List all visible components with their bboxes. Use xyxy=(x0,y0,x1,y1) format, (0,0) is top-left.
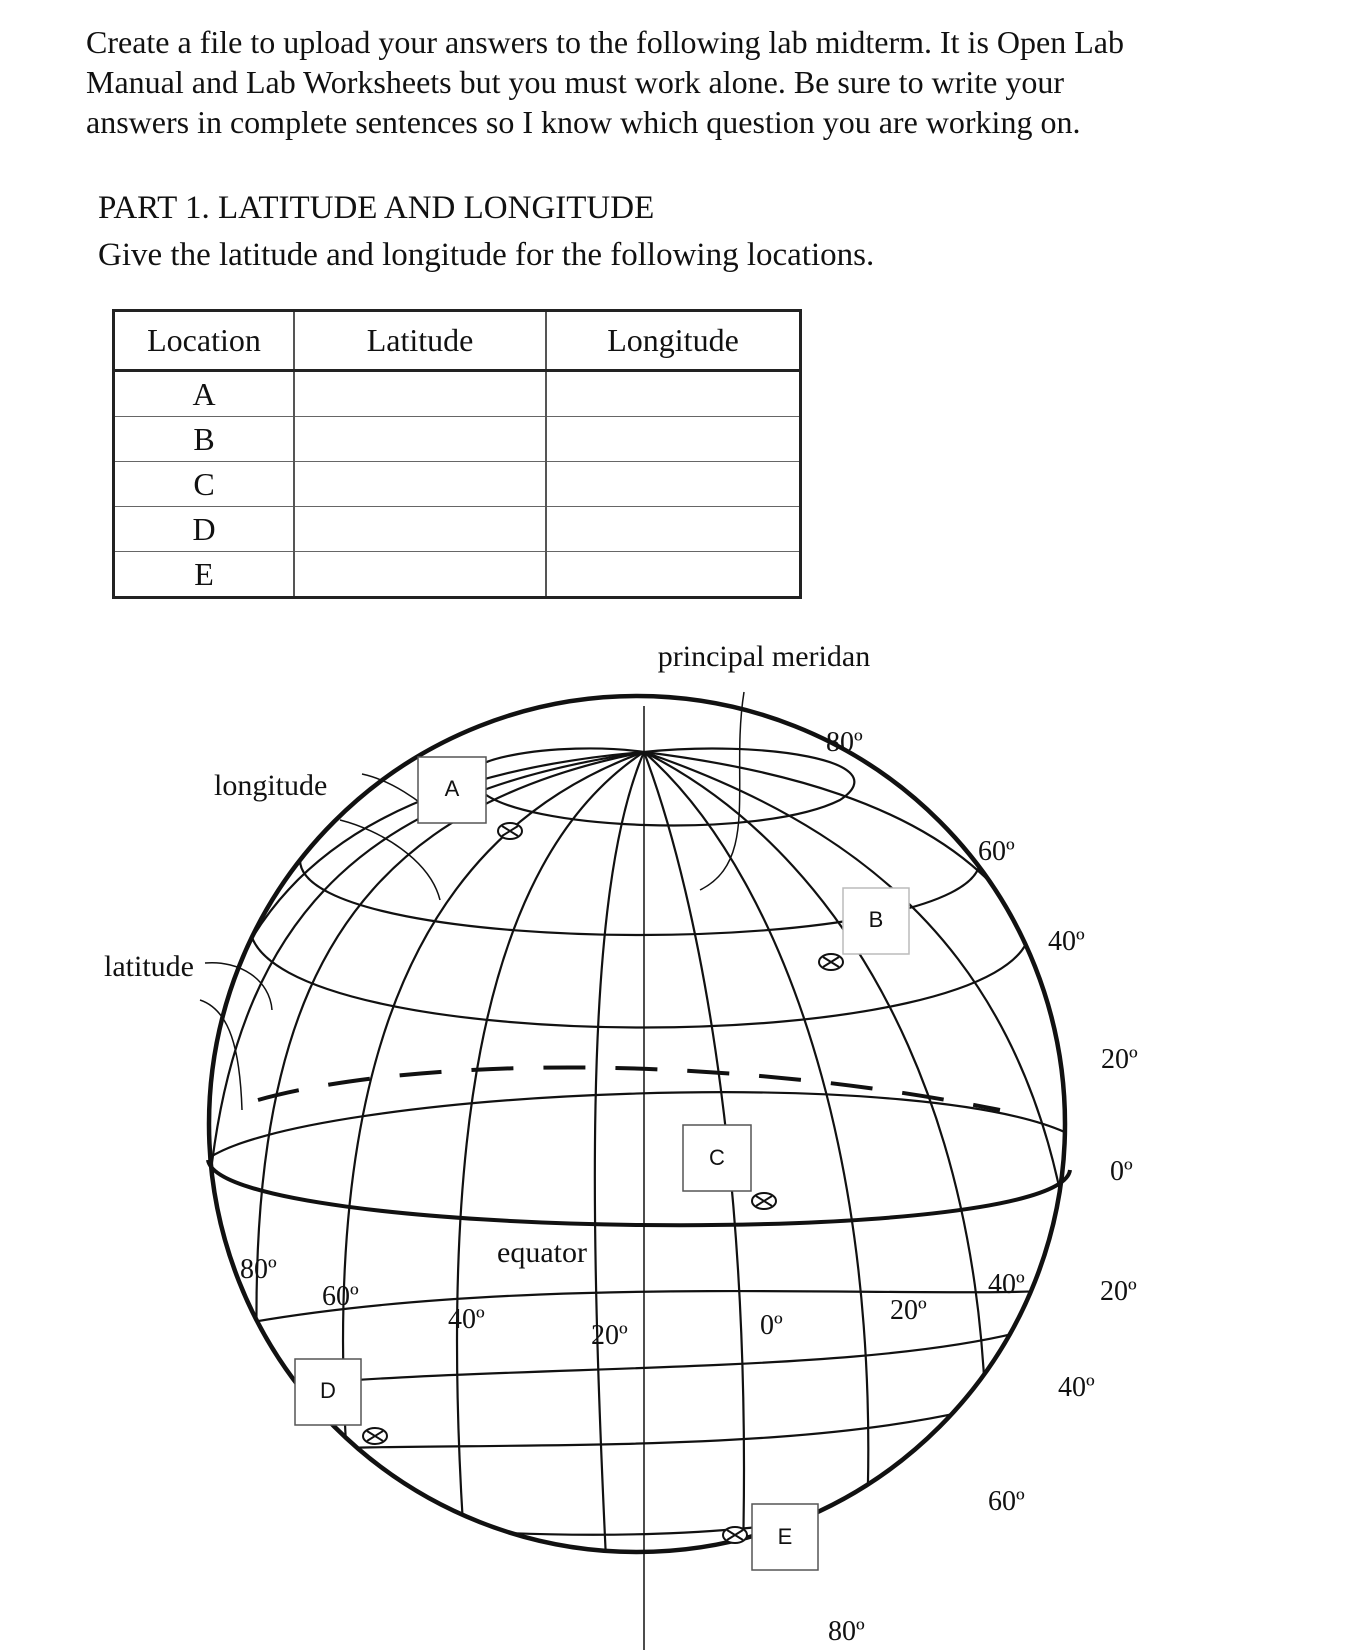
principal-meridian-label: principal meridan xyxy=(657,640,871,673)
marker-a-label: A xyxy=(444,776,460,801)
marker-c xyxy=(683,1125,776,1209)
degree-label: 80º xyxy=(240,1254,277,1285)
instructions-paragraph xyxy=(86,22,1286,142)
latitude-cell[interactable] xyxy=(294,417,546,462)
longitude-cell[interactable] xyxy=(546,507,801,552)
header-location: Location xyxy=(114,311,295,371)
marker-b xyxy=(819,888,909,970)
equator-label: equator xyxy=(497,1236,587,1269)
location-cell: B xyxy=(114,417,295,462)
degree-label: 40º xyxy=(448,1304,485,1335)
latitude-cell[interactable] xyxy=(294,371,546,417)
degree-label: 20º xyxy=(1101,1044,1138,1075)
globe-grid xyxy=(206,752,1080,1640)
meridian-line xyxy=(644,752,744,1640)
marker-e xyxy=(723,1504,818,1570)
latitude-cell[interactable] xyxy=(294,462,546,507)
principal-meridian-pointer xyxy=(700,692,744,890)
latitude-cell[interactable] xyxy=(294,507,546,552)
meridian-line xyxy=(644,752,868,1620)
location-cell: D xyxy=(114,507,295,552)
degree-label: 20º xyxy=(890,1295,927,1326)
degree-label: 20º xyxy=(1100,1276,1137,1307)
parallel-line xyxy=(240,1320,1060,1390)
degree-label: 40º xyxy=(1058,1372,1095,1403)
table-row xyxy=(114,552,801,598)
degree-label: 80º xyxy=(826,727,863,758)
longitude-label: longitude xyxy=(214,769,328,802)
meridian-line xyxy=(457,752,644,1620)
degree-label: 20º xyxy=(591,1320,628,1351)
degree-label: 60º xyxy=(322,1281,359,1312)
degree-label: 40º xyxy=(1048,926,1085,957)
instructions-line-1: Create a file to upload your answers to the following lab midterm. It is Open Lab xyxy=(86,24,1124,60)
degree-label: 80º xyxy=(828,1616,865,1647)
part-1-title: PART 1. LATITUDE AND LONGITUDE xyxy=(98,190,655,226)
part-1-instruction: Give the latitude and longitude for the following locations. xyxy=(98,237,875,273)
degree-label: 60º xyxy=(978,836,1015,867)
instructions-line-2: Manual and Lab Worksheets but you must work alone. Be sure to write your xyxy=(86,64,1064,100)
table-row xyxy=(114,417,801,462)
location-cell: C xyxy=(114,462,295,507)
marker-d-label: D xyxy=(320,1378,336,1403)
polar-ring xyxy=(469,748,854,825)
marker-b-label: B xyxy=(868,907,884,932)
longitude-cell[interactable] xyxy=(546,462,801,507)
parallel-line xyxy=(250,930,1030,1028)
answer-table xyxy=(112,309,802,599)
table-row xyxy=(114,462,801,507)
marker-e-label: E xyxy=(777,1524,793,1549)
degree-label: 0º xyxy=(760,1310,783,1341)
longitude-cell[interactable] xyxy=(546,552,801,598)
degree-label: 60º xyxy=(988,1486,1025,1517)
marker-a xyxy=(418,757,522,839)
meridian-line xyxy=(595,752,644,1640)
longitude-cell[interactable] xyxy=(546,371,801,417)
meridian-line xyxy=(256,752,644,1560)
header-latitude: Latitude xyxy=(294,311,546,371)
latitude-pointer xyxy=(200,1000,242,1110)
globe-diagram xyxy=(0,600,1348,1650)
instructions-line-3: answers in complete sentences so I know which question you are working on. xyxy=(86,104,1081,140)
table-row xyxy=(114,371,801,417)
marker-c-label: C xyxy=(709,1145,725,1170)
location-cell: A xyxy=(114,371,295,417)
latitude-label: latitude xyxy=(104,950,194,983)
parallel-line xyxy=(206,1092,1080,1160)
header-longitude: Longitude xyxy=(546,311,801,371)
latitude-cell[interactable] xyxy=(294,552,546,598)
longitude-cell[interactable] xyxy=(546,417,801,462)
degree-label: 0º xyxy=(1110,1156,1133,1187)
equator-line xyxy=(208,1160,1070,1225)
table-row xyxy=(114,507,801,552)
location-cell: E xyxy=(114,552,295,598)
table-header-row xyxy=(114,311,801,371)
degree-label: 40º xyxy=(988,1269,1025,1300)
